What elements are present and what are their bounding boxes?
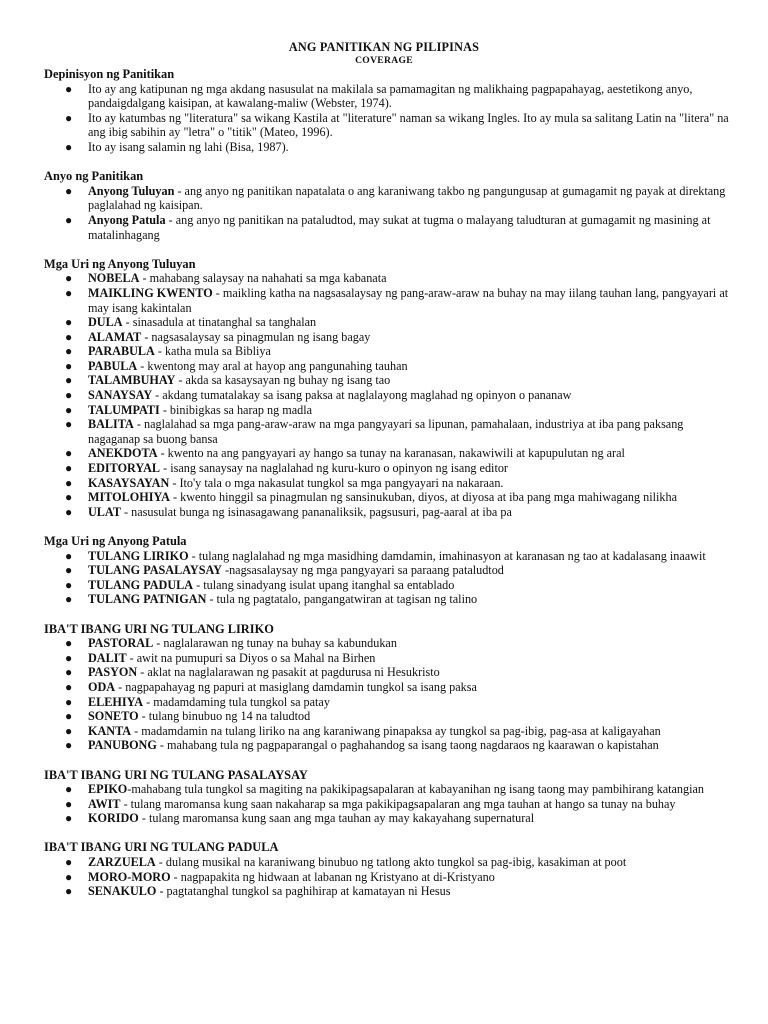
list-item — [44, 388, 734, 403]
bullet-icon: ● — [65, 782, 73, 797]
bullet-icon: ● — [65, 344, 73, 359]
item-term: SANAYSAY — [88, 388, 153, 403]
bullet-icon: ● — [65, 679, 73, 694]
item-definition: - madamdaming tula tungkol sa patay — [143, 694, 330, 709]
item-term: MORO-MORO — [88, 869, 171, 884]
item-definition: - naglalarawan ng tunay na buhay sa kabundukan — [153, 636, 397, 651]
item-definition: - akdang tumatalakay sa isang paksa at naglalayong maglahad ng opinyon o pananaw — [152, 388, 572, 403]
bullet-icon: ● — [65, 665, 73, 680]
list-item — [44, 417, 734, 446]
item-term: ELEHIYA — [88, 694, 144, 709]
bullet-icon: ● — [65, 271, 73, 286]
item-definition: - nasusulat bunga ng isinasagawang pananaliksik, pagsusuri, pag-aaral at iba pa — [120, 504, 512, 519]
bullet-icon: ● — [65, 183, 73, 198]
item-term: PASTORAL — [88, 636, 154, 651]
item-definition: Ito ay katumbas ng "literatura" sa wikang Kastila at "literature" naman sa wikang Ingles. Ito ay mula sa salitang Latin na "litera" na ang ibig sabihin ay "letra" o "titik" (Mateo, 1996). — [88, 110, 729, 140]
list-item — [44, 563, 734, 578]
item-definition: - akda sa kasaysayan ng buhay ng isang tao — [175, 373, 391, 388]
list-item — [44, 695, 734, 710]
item-term: NOBELA — [88, 271, 140, 286]
list-item — [44, 490, 734, 505]
item-term: TULANG PASALAYSAY — [88, 563, 222, 578]
list-item — [44, 549, 734, 564]
item-term: BALITA — [88, 417, 134, 432]
bullet-list — [44, 549, 734, 607]
bullet-icon: ● — [65, 548, 73, 563]
item-term: TULANG PADULA — [88, 577, 194, 592]
list-item — [44, 505, 734, 520]
bullet-icon: ● — [65, 315, 73, 330]
section-heading: IBA'T IBANG URI NG TULANG LIRIKO — [44, 621, 274, 636]
list-item — [44, 782, 734, 797]
bullet-icon: ● — [65, 592, 73, 607]
bullet-icon: ● — [65, 373, 73, 388]
item-term: TALAMBUHAY — [88, 373, 176, 388]
section-heading: IBA'T IBANG URI NG TULANG PADULA — [44, 840, 279, 855]
item-definition: - ang anyo ng panitikan napatalata o ang karaniwang takbo ng pangungusap at gumagamit ng payak at direktang paglalahad ng kaisipan. — [88, 183, 726, 213]
list-item — [44, 680, 734, 695]
item-definition: - awit na pumupuri sa Diyos o sa Mahal na Birhen — [126, 650, 376, 665]
item-term: ODA — [88, 679, 116, 694]
item-term: TALUMPATI — [88, 402, 160, 417]
list-item — [44, 446, 734, 461]
bullet-icon: ● — [65, 694, 73, 709]
section-heading: Depinisyon ng Panitikan — [44, 67, 175, 81]
bullet-icon: ● — [65, 709, 73, 724]
section-anyo-ng-panitikan — [44, 169, 734, 257]
list-item — [44, 82, 734, 111]
bullet-icon: ● — [65, 461, 73, 476]
item-term: SENAKULO — [88, 884, 157, 899]
list-item — [44, 811, 734, 826]
bullet-icon: ● — [65, 490, 73, 505]
item-term: PARABULA — [88, 344, 155, 359]
list-item — [44, 651, 734, 666]
list-item — [44, 286, 734, 315]
section-heading: Anyo ng Panitikan — [44, 169, 144, 184]
list-item — [44, 315, 734, 330]
item-term: ALAMAT — [88, 329, 142, 344]
item-definition: - ang anyo ng panitikan na pataludtod, may sukat at tugma o malayang taludturan at gumagamit ng masining at matalinhagang — [88, 212, 711, 242]
section-mga-uri-ng-anyong-tuluyan — [44, 257, 734, 534]
item-definition: - aklat na naglalarawan ng pasakit at pagdurusa ni Hesukristo — [137, 665, 440, 680]
bullet-icon: ● — [65, 796, 73, 811]
item-term: MITOLOHIYA — [88, 490, 170, 505]
item-definition: - naglalahad sa mga pang-araw-araw na mga pangyayari sa lipunan, pamahalaan, industriya at iba pang paksang nagaganap sa buong bansa — [88, 417, 684, 446]
item-definition: - tulang naglalahad ng mga masidhing damdamin, imahinasyon at karanasan ng tao at kadalasang inaawit — [188, 548, 706, 563]
item-definition: - katha mula sa Bibliya — [154, 344, 271, 359]
section-heading: IBA'T IBANG URI NG TULANG PASALAYSAY — [44, 767, 308, 782]
item-definition: - tulang sinadyang isulat upang itanghal sa entablado — [193, 577, 455, 592]
bullet-icon: ● — [65, 723, 73, 738]
item-term: DALIT — [88, 650, 127, 665]
item-term: PABULA — [88, 358, 138, 373]
bullet-icon: ● — [65, 446, 73, 461]
bullet-list — [44, 82, 734, 155]
item-term: EPIKO — [88, 782, 128, 797]
item-term: DULA — [88, 315, 123, 330]
item-term: SONETO — [88, 709, 139, 724]
section-spacer — [44, 242, 734, 257]
document-title: ANG PANITIKAN NG PILIPINAS — [288, 40, 480, 54]
item-term: TULANG LIRIKO — [88, 548, 189, 563]
item-term: ZARZUELA — [88, 855, 156, 870]
bullet-list — [44, 782, 734, 826]
section-spacer — [44, 155, 734, 170]
item-definition: -nagsasalaysay ng mga pangyayari sa paraang pataludtod — [221, 563, 504, 578]
item-definition: - tulang maromansa kung saan nakaharap sa mga pakikipagsapalaran ang mga tauhan at hango sa tunay na buhay — [120, 796, 676, 811]
bullet-icon: ● — [65, 563, 73, 578]
item-definition: - madamdamin na tulang liriko na ang karaniwang pinapaksa ay tungkol sa pag-ibig, pag-asa at kaligayahan — [131, 723, 661, 738]
item-definition: - kwentong may aral at hayop ang pangunahing tauhan — [137, 358, 408, 373]
item-term: Anyong Tuluyan — [88, 183, 175, 198]
list-item — [44, 592, 734, 607]
item-definition: - binibigkas sa harap ng madla — [159, 402, 313, 417]
bullet-icon: ● — [65, 475, 73, 490]
list-item — [44, 636, 734, 651]
list-item — [44, 724, 734, 739]
item-term: TULANG PATNIGAN — [88, 592, 207, 607]
item-term: Anyong Patula — [88, 212, 166, 227]
item-definition: - mahabang salaysay na nahahati sa mga kabanata — [139, 271, 387, 286]
bullet-icon: ● — [65, 212, 73, 227]
list-item — [44, 855, 734, 870]
list-item — [44, 359, 734, 374]
item-term: PASYON — [88, 665, 138, 680]
item-definition: - pagtatanghal tungkol sa paghihirap at kamatayan ni Hesus — [156, 884, 451, 899]
bullet-icon: ● — [65, 417, 73, 432]
section-mga-uri-ng-anyong-patula — [44, 534, 734, 622]
list-item — [44, 184, 734, 213]
item-definition: - kwento na ang pangyayari ay hango sa tunay na karanasan, nakawiwili at kapupulutan ng aral — [157, 446, 625, 461]
item-definition: - maikling katha na nagsasalaysay ng pang-araw-araw na buhay na may iilang tauhan lang, pangyayari at may isang kakintalan — [88, 285, 729, 315]
list-item — [44, 709, 734, 724]
list-item — [44, 797, 734, 812]
section-heading: Mga Uri ng Anyong Patula — [44, 534, 187, 548]
list-item — [44, 665, 734, 680]
document-subtitle: COVERAGE — [355, 55, 413, 66]
section-spacer — [44, 519, 734, 534]
list-item — [44, 476, 734, 491]
section-spacer — [44, 607, 734, 622]
section-depinisyon-ng-panitikan — [44, 67, 734, 169]
item-definition: - sinasadula at tinatanghal sa tanghalan — [122, 315, 317, 330]
section-iba-t-ibang-uri-ng-tulang-pasalaysay — [44, 768, 734, 841]
item-definition: - nagpapahayag ng papuri at masiglang damdamin tungkol sa isang paksa — [115, 679, 477, 694]
item-term: KASAYSAYAN — [88, 475, 170, 490]
sections-container — [44, 67, 734, 899]
bullet-icon: ● — [65, 577, 73, 592]
bullet-list — [44, 271, 734, 519]
section-iba-t-ibang-uri-ng-tulang-liriko — [44, 622, 734, 768]
list-item — [44, 344, 734, 359]
bullet-icon: ● — [65, 81, 73, 96]
bullet-list — [44, 855, 734, 899]
list-item — [44, 461, 734, 476]
bullet-list — [44, 636, 734, 753]
bullet-icon: ● — [65, 811, 73, 826]
item-definition: - kwento hinggil sa pinagmulan ng sansinukuban, diyos, at diyosa at iba pang mga mahiwagang nilikha — [169, 490, 677, 505]
item-term: ULAT — [88, 504, 121, 519]
bullet-icon: ● — [65, 285, 73, 300]
item-term: MAIKLING KWENTO — [88, 285, 213, 300]
section-spacer — [44, 753, 734, 768]
item-definition: - mahabang tula ng pagpaparangal o paghahandog sa isang taong nagdaraos ng kaarawan o kapistahan — [156, 738, 659, 753]
bullet-icon: ● — [65, 855, 73, 870]
item-definition: Ito ay ang katipunan ng mga akdang nasusulat na makilala sa pamamagitan ng malikhaing pagpapahayag, aestetikong anyo, pandaigdalgang kaisipan, at kawalang-maliw (Webster, 1974). — [88, 81, 693, 111]
item-definition: - tulang maromansa kung saan ang mga tauhan ay may kakayahang supernatural — [138, 811, 535, 826]
list-item — [44, 330, 734, 345]
bullet-icon: ● — [65, 110, 73, 125]
section-spacer — [44, 826, 734, 841]
item-definition: - tula ng pagtatalo, pangangatwiran at tagisan ng talino — [206, 592, 478, 607]
item-term: EDITORYAL — [88, 461, 161, 476]
bullet-icon: ● — [65, 650, 73, 665]
item-definition: - nagpapakita ng hidwaan at labanan ng Kristyano at di-Kristyano — [170, 869, 495, 884]
bullet-icon: ● — [65, 139, 73, 154]
bullet-icon: ● — [65, 329, 73, 344]
bullet-icon: ● — [65, 636, 73, 651]
list-item — [44, 403, 734, 418]
bullet-icon: ● — [65, 402, 73, 417]
item-term: KANTA — [88, 723, 132, 738]
bullet-icon: ● — [65, 504, 73, 519]
list-item — [44, 870, 734, 885]
section-heading: Mga Uri ng Anyong Tuluyan — [44, 256, 196, 271]
list-item — [44, 373, 734, 388]
item-definition: -mahabang tula tungkol sa magiting na pakikipagsapalaran at kabayanihan ng isang taong may pambihirang katangian — [127, 782, 704, 797]
section-iba-t-ibang-uri-ng-tulang-padula — [44, 840, 734, 898]
list-item — [44, 578, 734, 593]
item-definition: - Ito'y tala o mga nakasulat tungkol sa mga pangyayari na nakaraan. — [169, 475, 504, 490]
list-item — [44, 884, 734, 899]
list-item — [44, 213, 734, 242]
item-definition: - tulang binubuo ng 14 na taludtod — [138, 709, 311, 724]
item-definition: Ito ay isang salamin ng lahi (Bisa, 1987). — [88, 139, 289, 154]
item-definition: - dulang musikal na karaniwang binubuo ng tatlong akto tungkol sa pag-ibig, kasakiman at poot — [155, 855, 627, 870]
list-item — [44, 738, 734, 753]
item-term: AWIT — [88, 796, 121, 811]
bullet-icon: ● — [65, 869, 73, 884]
item-term: ANEKDOTA — [88, 446, 158, 461]
bullet-list — [44, 184, 734, 242]
list-item — [44, 271, 734, 286]
bullet-icon: ● — [65, 884, 73, 899]
bullet-icon: ● — [65, 738, 73, 753]
bullet-icon: ● — [65, 388, 73, 403]
bullet-icon: ● — [65, 358, 73, 373]
item-definition: - isang sanaysay na naglalahad ng kuru-kuro o opinyon ng isang editor — [160, 461, 508, 476]
item-term: PANUBONG — [88, 738, 157, 753]
item-term: KORIDO — [88, 811, 139, 826]
item-definition: - nagsasalaysay sa pinagmulan ng isang bagay — [141, 329, 371, 344]
list-item — [44, 111, 734, 140]
list-item — [44, 140, 734, 155]
